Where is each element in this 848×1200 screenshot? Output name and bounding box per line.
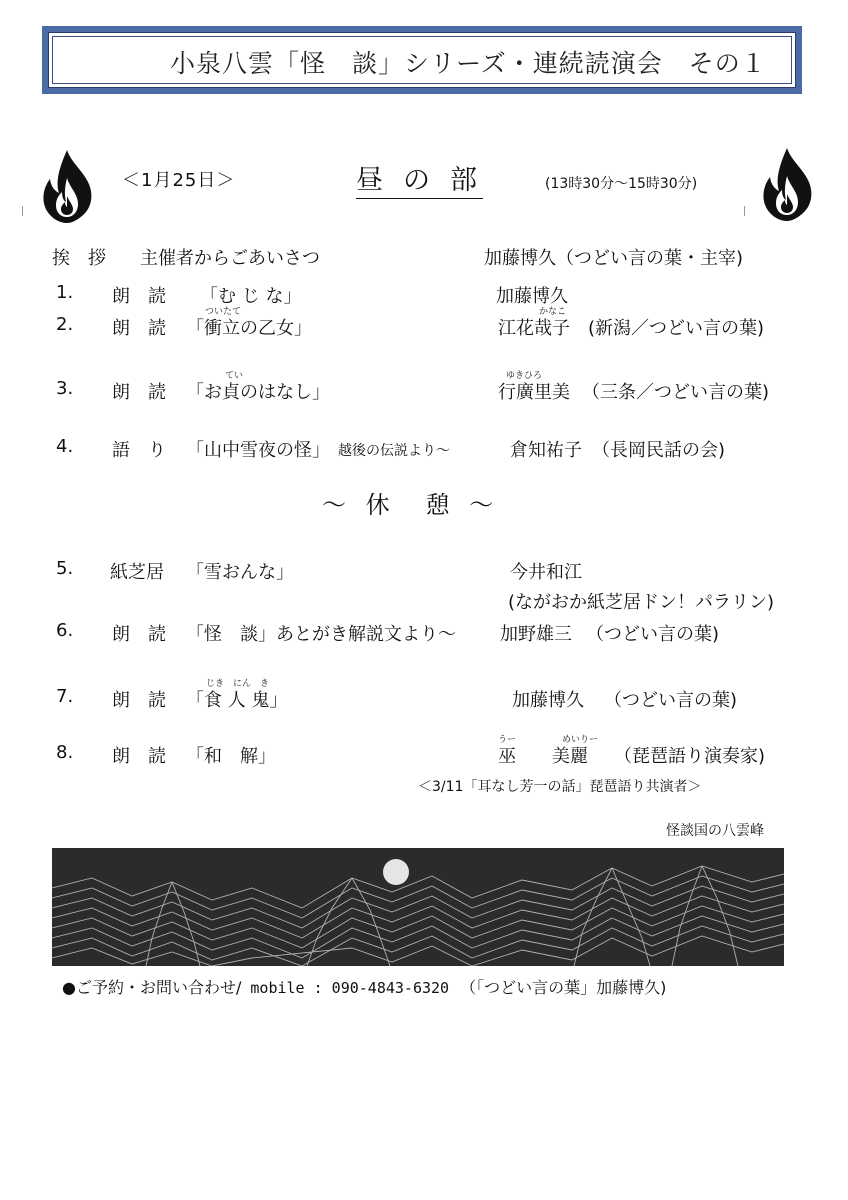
break-label: ～ 休 憩 ～ [322,491,500,519]
program-work: 「雪おんな」 [186,562,294,583]
program-performer: 行廣里美 [498,382,570,403]
program-type: 朗 読 [112,746,166,767]
event-date: ＜1月25日＞ [122,170,236,191]
program-num: 3. [56,378,74,399]
contact-line [62,975,666,998]
program-num: 2. [56,314,74,335]
section-title: 昼の部 [356,158,497,197]
program-work: 「食 人 鬼」 [186,690,288,711]
work-ruby: じき にん き [206,679,270,689]
page-title: 小泉八雲「怪 談」シリーズ・連続読演会 その１ [170,49,767,78]
program-affiliation: （琵琶語り演奏家) [614,746,766,767]
mark [22,206,23,216]
program-work: 「む じ な」 [200,286,302,307]
work-ruby: てい [225,371,244,381]
flame-icon [38,148,96,224]
program-type: 朗 読 [112,286,166,307]
contact-prefix: ●ご予約・お問い合わせ/ [62,978,242,997]
program-performer: 倉知祐子 [510,440,582,461]
program-num: 5. [56,558,74,579]
performer-ruby: めいりー [562,735,599,745]
mountain-image [52,848,784,966]
program-affiliation: （つどい言の葉) [604,690,738,711]
program-num: 4. [56,436,74,457]
program-performer: 加野雄三 [500,624,572,645]
program-type: 朗 読 [112,382,166,403]
note: ＜3/11「耳なし芳一の話」琵琶語り共演者＞ [418,779,702,795]
work-ruby: ついたて [205,307,242,317]
mark [744,206,745,216]
program-work: 「怪 談」あとがき解説文より～ [186,624,456,645]
program-type: 語 り [112,440,166,461]
program-work: 「和 解」 [186,746,276,767]
program-affiliation: (ながおか紙芝居ドン！パラリン) [508,592,775,613]
contact-phone: mobile : 090-4843-6320 [241,979,450,997]
program-num: 1. [56,282,74,303]
program-type: 朗 読 [112,624,166,645]
program-num: 7. [56,686,74,707]
program-performer: 今井和江 [510,562,582,583]
program-type: 紙芝居 [110,562,164,583]
flame-icon [758,146,816,222]
greeting-desc: 主催者からごあいさつ [140,248,320,269]
program-work-suffix: 越後の伝説より～ [338,443,450,459]
program-affiliation: (新潟／つどい言の葉) [588,318,765,339]
performer-ruby: かなこ [539,307,567,317]
program-affiliation: （三条／つどい言の葉) [582,382,770,403]
program-num: 6. [56,620,74,641]
contact-name: （「つどい言の葉」加藤博久) [460,978,667,997]
program-type: 朗 読 [112,318,166,339]
title-banner [42,26,802,94]
program-performer: 江花哉子 [498,318,570,339]
performer-ruby: うー [498,735,517,745]
program-num: 8. [56,742,74,763]
program-performer: 加藤博久 [512,690,584,711]
program-performer: 巫 美麗 [498,746,588,767]
program-work: 「お貞のはなし」 [186,382,330,403]
program-work: 「衝立の乙女」 [186,318,312,339]
greeting-performer: 加藤博久（つどい言の葉・主宰) [484,248,744,269]
performer-ruby: ゆきひろ [506,371,543,381]
greeting-label: 挨 拶 [52,248,106,269]
program-type: 朗 読 [112,690,166,711]
program-affiliation: （長岡民話の会) [592,440,726,461]
time-range: (13時30分～15時30分) [545,176,698,192]
program-affiliation: （つどい言の葉) [586,624,720,645]
image-caption: 怪談国の八雲峰 [666,823,764,839]
program-performer: 加藤博久 [496,286,568,307]
program-work: 「山中雪夜の怪」 [186,440,330,461]
